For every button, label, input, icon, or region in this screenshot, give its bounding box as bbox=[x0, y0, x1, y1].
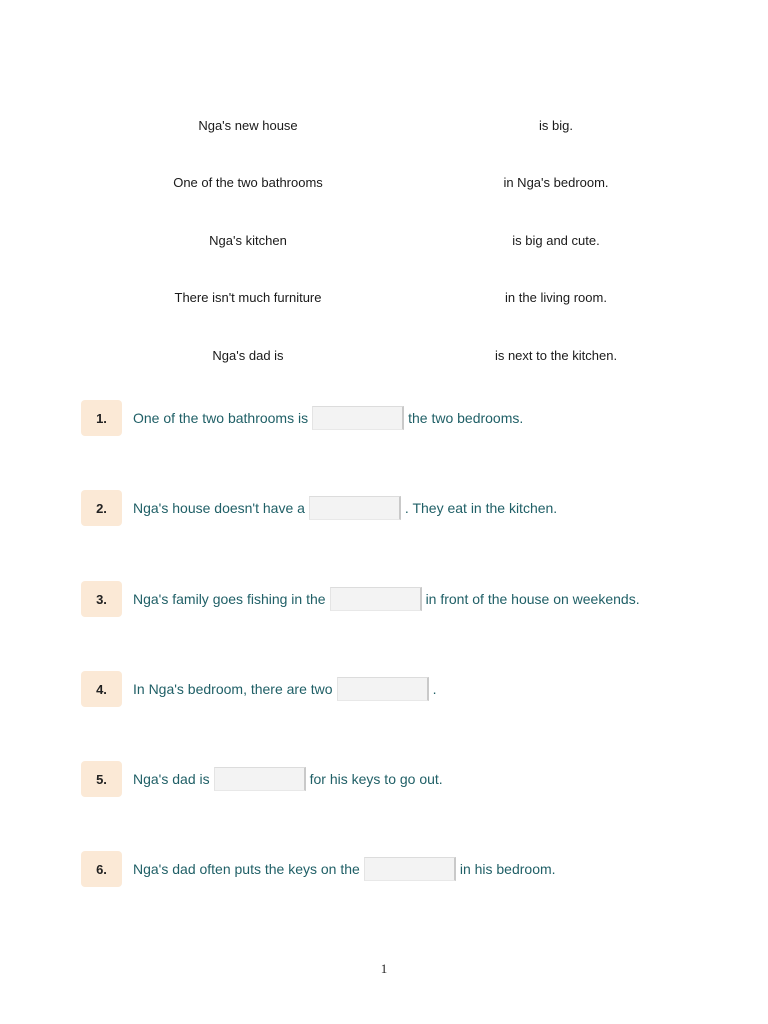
question-text-before: Nga's dad is bbox=[133, 771, 210, 787]
question-text-before: One of the two bathrooms is bbox=[133, 410, 309, 426]
question-text-before: Nga's house doesn't have a bbox=[133, 500, 305, 516]
question-4 bbox=[81, 671, 436, 707]
question-5 bbox=[81, 761, 443, 797]
matching-row bbox=[0, 173, 768, 193]
question-text-before: Nga's dad often puts the keys on the bbox=[133, 861, 360, 877]
matching-left-phrase: Nga's new house bbox=[198, 118, 298, 133]
question-text-after: . bbox=[432, 681, 437, 697]
question-text-after: in front of the house on weekends. bbox=[425, 591, 640, 607]
matching-row bbox=[0, 231, 768, 251]
matching-right-phrase: is big. bbox=[539, 118, 573, 133]
matching-row bbox=[0, 288, 768, 308]
answer-blank-input[interactable] bbox=[330, 587, 422, 611]
answer-blank-input[interactable] bbox=[214, 767, 306, 791]
answer-blank-input[interactable] bbox=[337, 677, 429, 701]
question-number-badge: 3. bbox=[81, 581, 122, 617]
answer-blank-input[interactable] bbox=[364, 857, 456, 881]
matching-row bbox=[0, 116, 768, 136]
question-text-after: in his bedroom. bbox=[459, 861, 556, 877]
question-1 bbox=[81, 400, 523, 436]
answer-blank-input[interactable] bbox=[309, 496, 401, 520]
question-text-after: . They eat in the kitchen. bbox=[404, 500, 558, 516]
matching-left-phrase: Nga's dad is bbox=[212, 348, 284, 363]
answer-blank-input[interactable] bbox=[312, 406, 404, 430]
question-number-badge: 4. bbox=[81, 671, 122, 707]
matching-left-phrase: There isn't much furniture bbox=[174, 290, 322, 305]
matching-left-phrase: One of the two bathrooms bbox=[173, 175, 323, 190]
question-number-badge: 2. bbox=[81, 490, 122, 526]
question-2 bbox=[81, 490, 557, 526]
question-number-badge: 1. bbox=[81, 400, 122, 436]
page-number: 1 bbox=[380, 961, 388, 976]
question-text-after: the two bedrooms. bbox=[408, 410, 524, 426]
question-number-badge: 5. bbox=[81, 761, 122, 797]
matching-right-phrase: is big and cute. bbox=[512, 233, 600, 248]
question-text-after: for his keys to go out. bbox=[309, 771, 443, 787]
question-text-before: In Nga's bedroom, there are two bbox=[133, 681, 333, 697]
question-number-badge: 6. bbox=[81, 851, 122, 887]
matching-right-phrase: in Nga's bedroom. bbox=[503, 175, 609, 190]
matching-right-phrase: in the living room. bbox=[505, 290, 607, 305]
matching-right-phrase: is next to the kitchen. bbox=[494, 348, 618, 363]
matching-left-phrase: Nga's kitchen bbox=[209, 233, 287, 248]
question-3 bbox=[81, 581, 640, 617]
question-6 bbox=[81, 851, 556, 887]
question-text-before: Nga's family goes fishing in the bbox=[133, 591, 326, 607]
matching-row bbox=[0, 346, 768, 366]
